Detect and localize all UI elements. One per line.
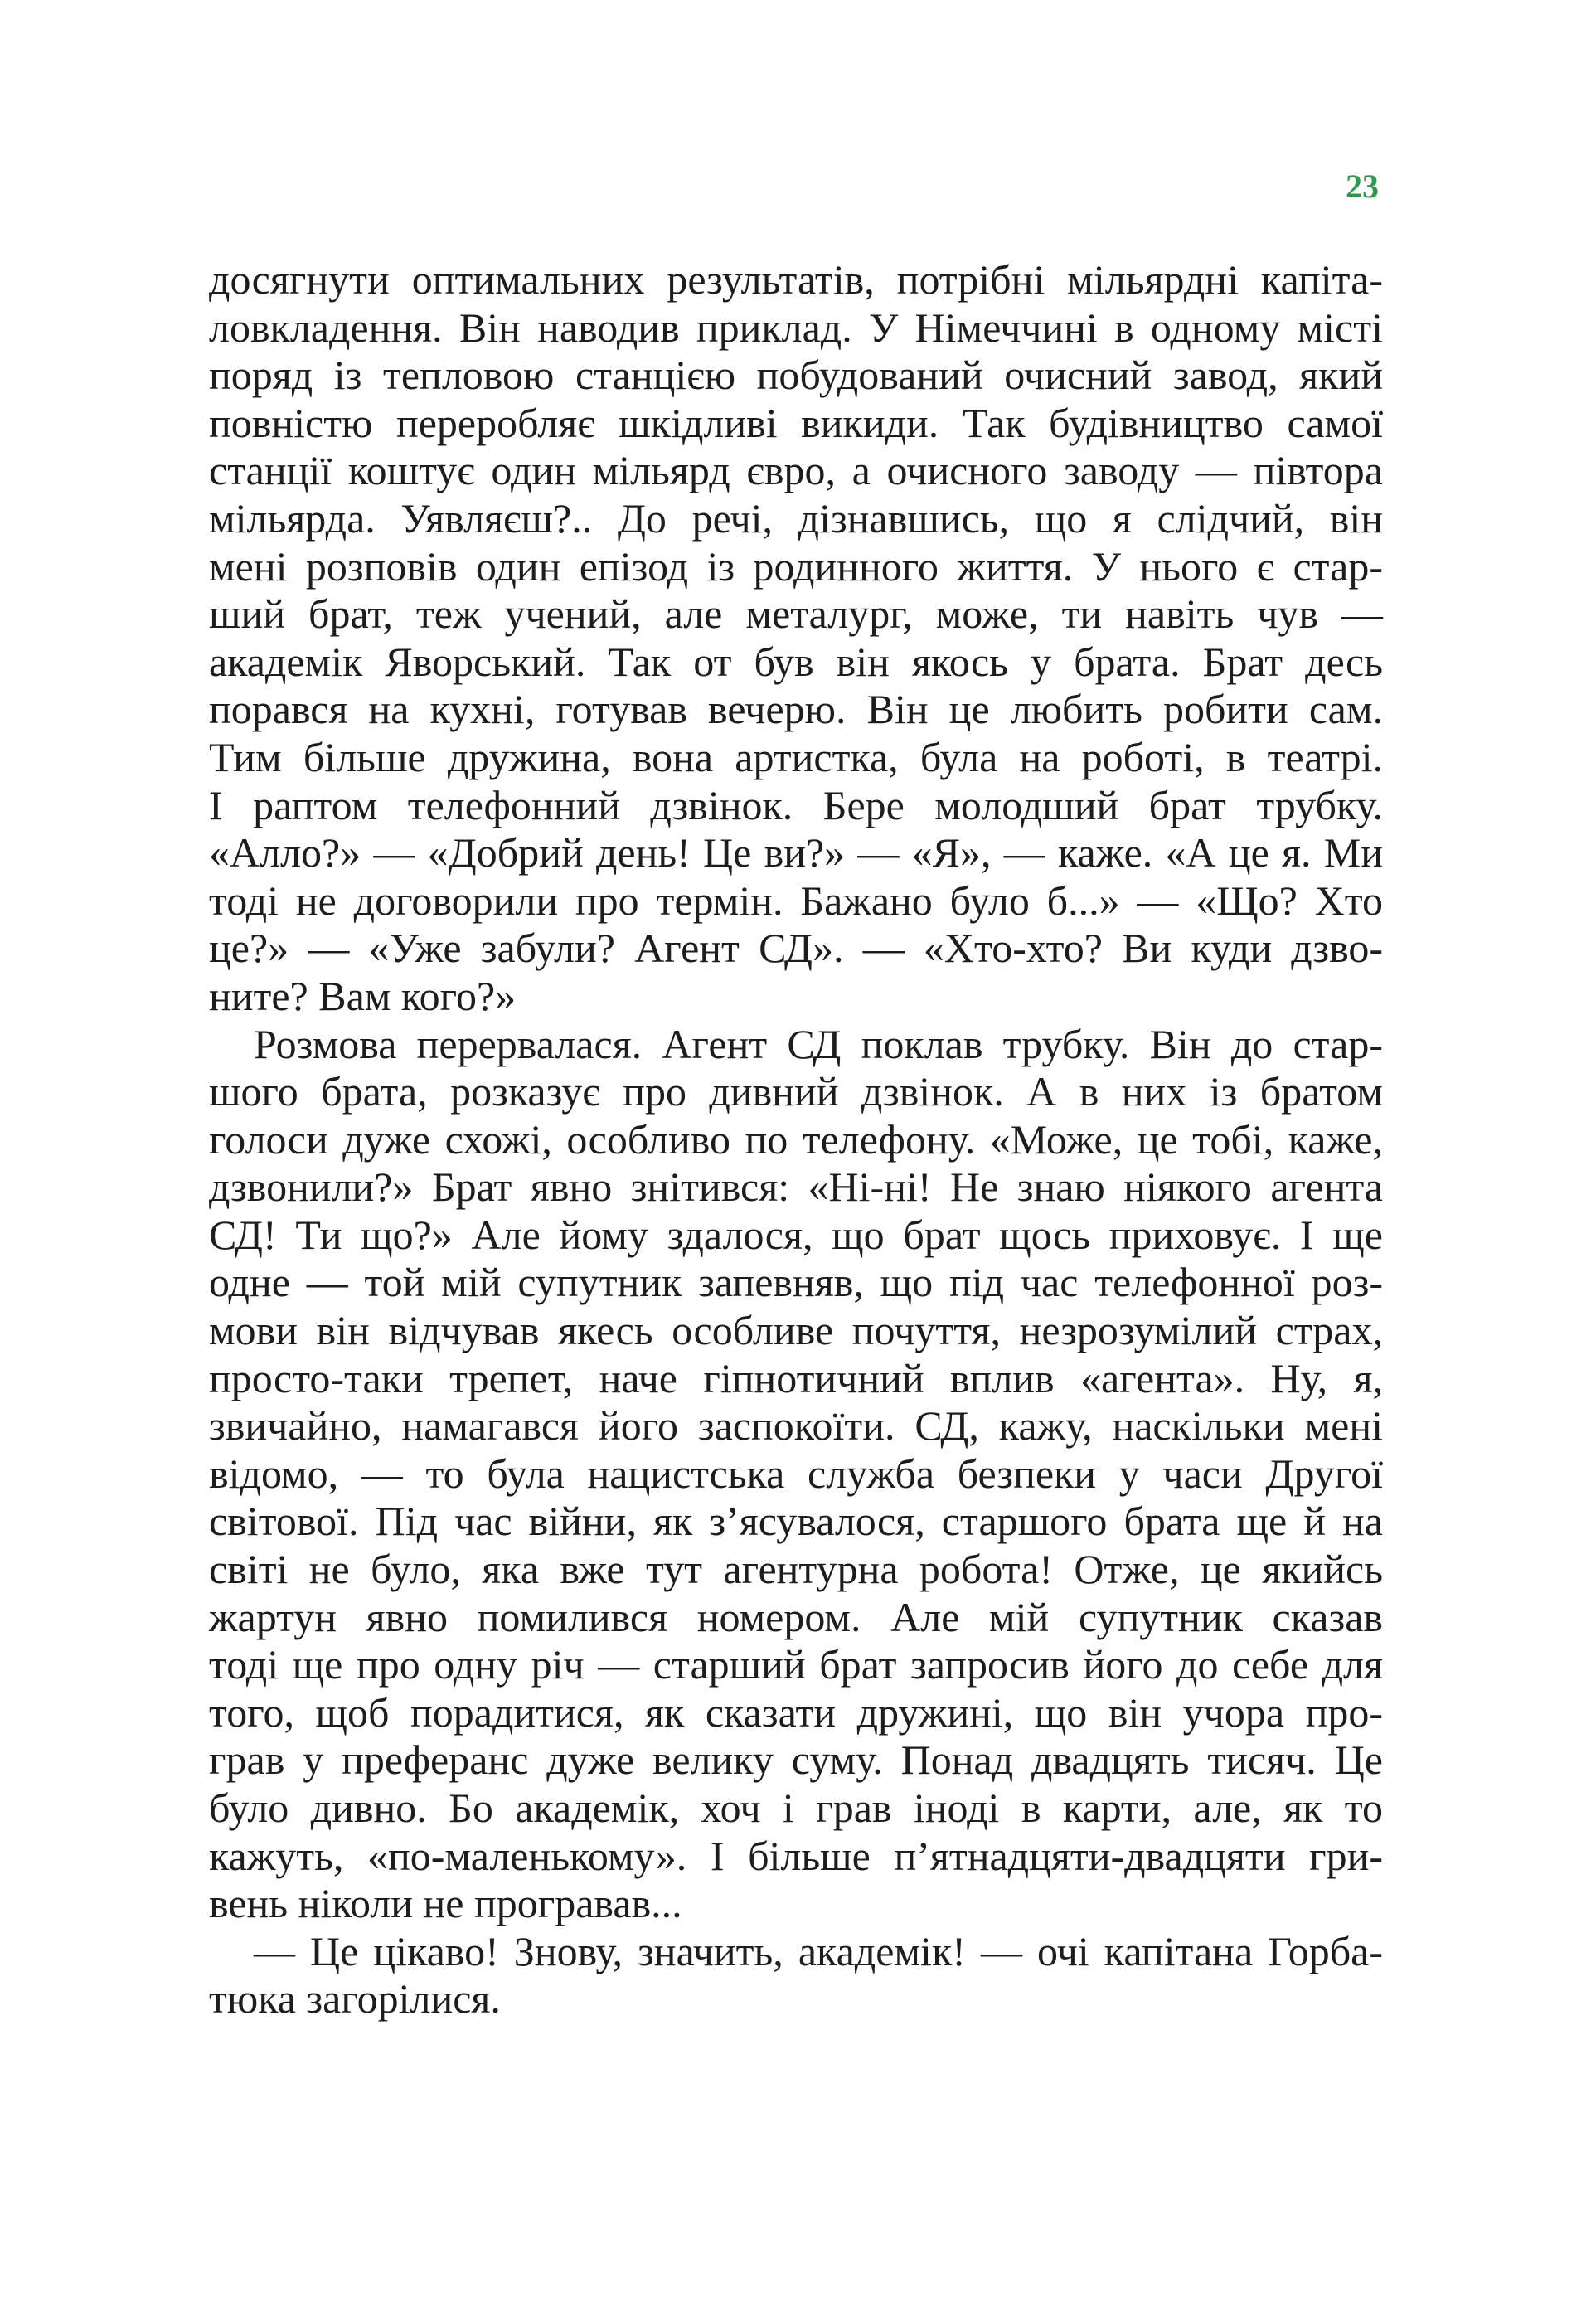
text-line: І раптом телефонний дзвінок. Бере молодший брат трубку.: [209, 781, 1383, 828]
text-line: Розмова перервалася. Агент СД поклав трубку. Він до стар-: [254, 1020, 1383, 1067]
text-line: «Алло?» — «Добрий день! Це ви?» — «Я», — каже. «А це я. Ми: [209, 829, 1383, 877]
text-line: тоді не договорили про термін. Бажано було б...» — «Що? Хто: [209, 877, 1383, 924]
paragraph: [209, 256, 1383, 1021]
text-line: того, щоб порадитися, як сказати дружині, що він учора про-: [209, 1688, 1383, 1736]
text-line: порався на кухні, готував вечерю. Він це любить робити сам.: [209, 686, 1383, 733]
text-line: Тим більше дружина, вона артистка, була на роботі, в театрі.: [209, 733, 1383, 780]
text-line: мови він відчував якесь особливе почуття, незрозумілий страх,: [209, 1307, 1383, 1354]
paragraph: [209, 1021, 1383, 1928]
text-line: одне — той мій супутник запевняв, що під час телефонної роз-: [209, 1259, 1383, 1306]
text-line: голоси дуже схожі, особливо по телефону. «Може, це тобі, каже,: [209, 1115, 1383, 1163]
text-line: кажуть, «по-маленькому». І більше п’ятнадцяти-двадцяти гри-: [209, 1832, 1383, 1879]
text-line: грав у преферанс дуже велику суму. Понад двадцять тисяч. Це: [209, 1736, 1383, 1784]
text-line: мені розповів один епізод із родинного життя. У нього є стар-: [209, 542, 1383, 590]
text-line: академік Яворський. Так от був він якось у брата. Брат десь: [209, 638, 1383, 685]
text-line: тоді ще про одну річ — старший брат запросив його до себе для: [209, 1641, 1383, 1688]
text-line: тюка загорілися.: [209, 1975, 501, 2023]
text-line: поряд із тепловою станцією побудований очисний завод, який: [209, 352, 1383, 399]
paragraph: [209, 1928, 1383, 2023]
text-line: станції коштує один мільярд євро, а очисного заводу — півтора: [209, 447, 1383, 494]
text-line: — Це цікаво! Знову, значить, академік! — очі капітана Горба-: [254, 1927, 1383, 1974]
text-line: просто-таки трепет, наче гіпнотичний вплив «агента». Ну, я,: [209, 1354, 1383, 1401]
text-line: вень ніколи не програвав...: [209, 1880, 682, 1927]
body-text: [209, 256, 1383, 2023]
text-line: мільярда. Уявляєш?.. До речі, дізнавшись, що я слідчий, він: [209, 494, 1383, 542]
text-line: СД! Ти що?» Але йому здалося, що брат щось приховує. І ще: [209, 1211, 1383, 1258]
text-line: ловкладення. Він наводив приклад. У Німеччині в одному місті: [209, 304, 1383, 351]
text-line: жартун явно помилився номером. Але мій супутник сказав: [209, 1593, 1383, 1640]
text-line: дзвонили?» Брат явно знітився: «Ні-ні! Не знаю ніякого агента: [209, 1163, 1383, 1211]
text-line: світі не було, яка вже тут агентурна робота! Отже, це якийсь: [209, 1546, 1383, 1593]
text-line: звичайно, намагався його заспокоїти. СД, кажу, наскільки мені: [209, 1402, 1383, 1450]
page-number: 23: [1346, 168, 1379, 205]
text-line: повністю переробляє шкідливі викиди. Так будівництво самої: [209, 399, 1383, 446]
text-line: відомо, — то була нацистська служба безпеки у часи Другої: [209, 1450, 1383, 1497]
text-line: ните? Вам кого?»: [209, 972, 517, 1019]
text-line: ший брат, теж учений, але металург, може, ти навіть чув —: [209, 590, 1383, 638]
text-line: шого брата, розказує про дивний дзвінок. А в них із братом: [209, 1068, 1383, 1115]
text-line: світової. Під час війни, як з’ясувалося, старшого брата ще й на: [209, 1498, 1383, 1545]
text-line: досягнути оптимальних результатів, потрібні мільярдні капіта-: [209, 256, 1383, 303]
text-line: це?» — «Уже забули? Агент СД». — «Хто-хто? Ви куди дзво-: [209, 925, 1383, 972]
text-line: було дивно. Бо академік, хоч і грав іноді в карти, але, як то: [209, 1785, 1383, 1831]
